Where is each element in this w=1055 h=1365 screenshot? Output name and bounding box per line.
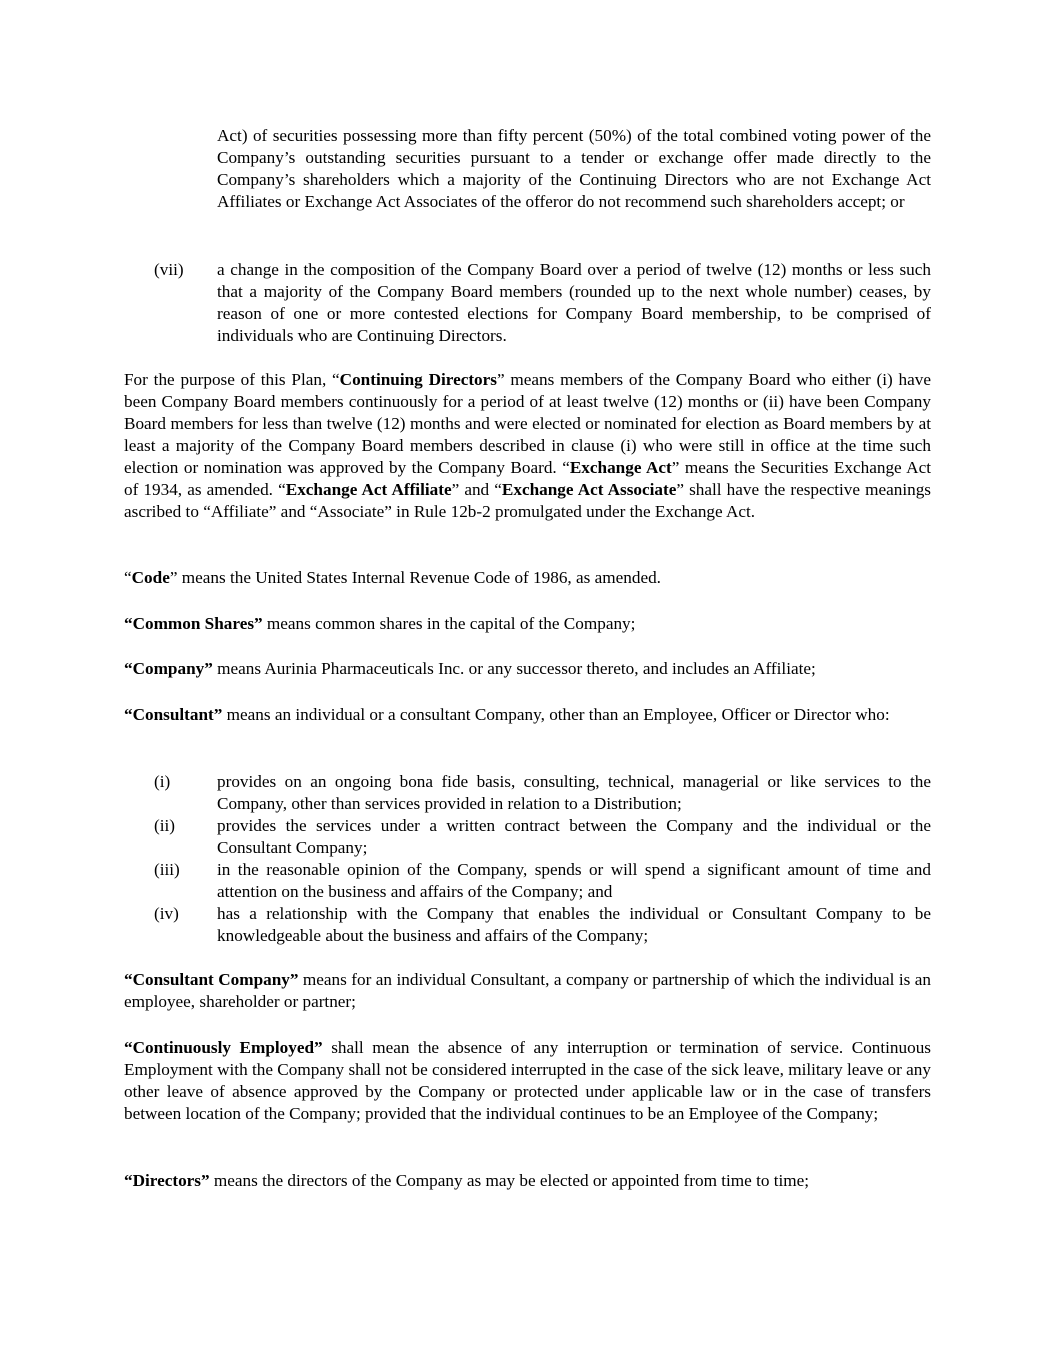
defined-term: Exchange Act Affiliate (285, 480, 452, 499)
code-definition (124, 567, 931, 589)
continuing-directors-definition (124, 369, 931, 523)
list-item-text: provides on an ongoing bona fide basis, consulting, technical, managerial or like services to the Company, other than services provided in relation to a Distribution; (217, 772, 931, 813)
text-run: ” and “ (451, 480, 502, 499)
text-run: ” means the United States Internal Revenue Code of 1986, as amended. (169, 568, 661, 587)
text-run: means for an individual Consultant, a company or partnership of which the individual is an employee, shareholder or partner; (124, 970, 931, 1011)
list-item-number: (i) (154, 772, 171, 791)
text-run: For the purpose of this Plan, “ (124, 370, 340, 389)
text-run: means the directors of the Company as may be elected or appointed from time to time; (209, 1171, 810, 1190)
defined-term: “Consultant” (124, 705, 223, 724)
continuation-text: Act) of securities possessing more than fifty percent (50%) of the total combined voting power of the Company’s outstanding securities pursuant to a tender or exchange offer made directly to the Company’s shareholders which a majority of the Continuing Directors who are not Exchange Act Affiliates or Exchange Act Associates of the offeror do not recommend such shareholders accept; or (217, 126, 931, 211)
text-run: means Aurinia Pharmaceuticals Inc. or any successor thereto, and includes an Affiliate; (212, 659, 816, 678)
defined-term: “Common Shares” (124, 614, 263, 633)
list-item-text: provides the services under a written contract between the Company and the individual or the Consultant Company; (217, 816, 931, 857)
defined-term: “Continuously Employed” (124, 1038, 323, 1057)
directors-definition (124, 1170, 931, 1192)
text-run: shall mean the absence of any interruption or termination of service. Continuous Employment with the Company shall not be considered interrupted in the case of the sick leave, military leave or any other leave of absence approved by the Company or protected under applicable law or in the case of transfers between location of the Company; provided that the individual continues to be an Employee of the Company; (124, 1038, 931, 1123)
text-run: “ (124, 568, 132, 587)
text-run: means an individual or a consultant Company, other than an Employee, Officer or Director who: (222, 705, 890, 724)
consultant-company-definition (124, 969, 931, 1013)
list-item-text: in the reasonable opinion of the Company, spends or will spend a significant amount of time and attention on the business and affairs of the Company; and (217, 860, 931, 901)
list-item-text: has a relationship with the Company that enables the individual or Consultant Company to be knowledgeable about the business and affairs of the Company; (217, 904, 931, 945)
text-run: ” means the Securities Exchange Act of 1934, as amended. “ (124, 458, 931, 499)
list-item-number: (iii) (154, 860, 180, 879)
continuation-paragraph (217, 125, 931, 213)
company-definition (124, 658, 931, 680)
consultant-definition (124, 704, 931, 726)
defined-term: Exchange Act Associate (501, 480, 677, 499)
defined-term: “Company” (124, 659, 213, 678)
list-item-number: (iv) (154, 904, 179, 923)
text-run: ” shall have the respective meanings ascribed to “Affiliate” and “Associate” in Rule 12b-2 promulgated under the Exchange Act. (124, 480, 931, 521)
list-item-text: a change in the composition of the Company Board over a period of twelve (12) months or less such that a majority of the Company Board members (rounded up to the next whole number) ceases, by reason of one or more contested elections for Company Board membership, to be comprised of individuals who are Continuing Directors. (217, 260, 931, 345)
defined-term: Code (131, 568, 170, 587)
list-item-number: (vii) (154, 260, 184, 279)
text-run: means common shares in the capital of the Company; (262, 614, 636, 633)
text-run: ” means members of the Company Board who either (i) have been Company Board members continuously for a period of at least twelve (12) months or (ii) have been Company Board members for less than twelve (12) months and were elected or nominated for election as Board members by at least a majority of the Company Board members described in clause (i) who were still in office at the time such election or nomination was approved by the Company Board. “ (124, 370, 931, 477)
common-shares-definition (124, 613, 931, 635)
continuously-employed-definition (124, 1037, 931, 1125)
list-item-number: (ii) (154, 816, 175, 835)
defined-term: Exchange Act (569, 458, 672, 477)
defined-term: Continuing Directors (339, 370, 497, 389)
defined-term: “Directors” (124, 1171, 210, 1190)
defined-term: “Consultant Company” (124, 970, 299, 989)
